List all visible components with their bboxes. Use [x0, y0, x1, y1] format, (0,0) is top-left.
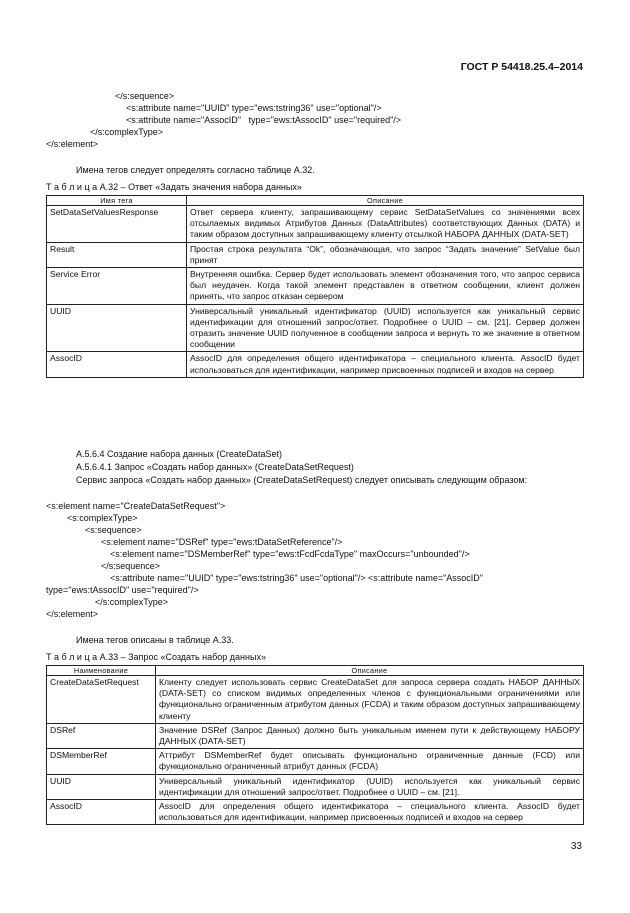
description-cell: Значение DSRef (Запрос Данных) должно быть уникальным именем пути к действующему НАБОРУ ДАННЫХ (DATA-SET) — [156, 723, 584, 748]
description-cell: Ответ сервера клиенту, запрашивающему сервис SetDataSetValues со значениями всех отсылаемых видимых Атрибутов Данных (DataAttributes) соответствующих Данных (DATA) и таким образом доступных запрашивающему клиенту отсылкой НАБОРА ДАННЫХ (DATA-SET) — [187, 206, 584, 243]
paragraph: Имена тегов описаны в таблице А.33. — [76, 635, 234, 645]
table-a33 — [46, 665, 584, 825]
column-header: Описание — [187, 196, 584, 206]
code-line: <s:attribute name="UUID" type="ews:tstring36" use="optional"/> — [126, 103, 382, 113]
tag-name-cell: AssocID — [47, 800, 156, 825]
code-line: </s:element> — [46, 139, 99, 149]
description-cell: Простая строка результата “Ok”, обозначающая, что запрос “Задать значение” SetValue был принят — [187, 242, 584, 267]
code-line: </s:element> — [46, 609, 99, 619]
subsection-heading: А.5.6.4.1 Запрос «Создать набор данных» (CreateDataSetRequest) — [76, 462, 354, 472]
table-header-row — [47, 196, 584, 206]
code-line: <s:attribute name="UUID" type="ews:tstring36" use="optional"/> <s:attribute name="AssocID" — [110, 573, 483, 583]
column-header: Описание — [156, 666, 584, 676]
tag-name-cell: SetDataSetValuesResponse — [47, 206, 187, 243]
code-line: <s:element name="CreateDataSetRequest"> — [46, 501, 226, 511]
tag-name-cell: Service Error — [47, 268, 187, 305]
tag-name-cell: DSMemberRef — [47, 749, 156, 774]
table-row — [47, 352, 584, 377]
description-cell: AssocID для определения общего идентификатора – специального клиента. AssocID будет использоваться для идентификации, например присвоенных подписей и входов на сервер — [156, 800, 584, 825]
code-line: <s:attribute name="AssocID" type="ews:tAssocID" use="required"/> — [126, 115, 402, 125]
description-cell: Универсальный уникальный идентификатор (UUID) используется как уникальный сервис идентификации для отношений запрос/ответ. Подробнее о UUID – см. [21]. Сервер должен отразить значение UUID полученное в сообщении запроса и вернуть то же значение в ответном сообщении — [187, 304, 584, 352]
table-row — [47, 268, 584, 305]
table-row — [47, 800, 584, 825]
code-line: </s:sequence> — [101, 561, 161, 571]
description-cell: AssocID для определения общего идентификатора – специального клиента. AssocID будет использоваться для идентификации, например присвоенных подписей и входов на сервер — [187, 352, 584, 377]
table-caption: Т а б л и ц а А.33 – Запрос «Создать набор данных» — [46, 652, 266, 662]
paragraph: Имена тегов следует определять согласно таблице А.32. — [76, 165, 315, 175]
table-row — [47, 304, 584, 352]
description-cell: Внутренняя ошибка. Сервер будет использовать элемент обозначения того, что запрос сервиса был неудачен. Когда такой элемент представлен в ответном сообщении, клиент должен принять, что запрос отказан сервером — [187, 268, 584, 305]
column-header: Имя тега — [47, 196, 187, 206]
section-heading: А.5.6.4 Создание набора данных (CreateDataSet) — [76, 449, 282, 459]
table-row — [47, 676, 584, 724]
table-caption: Т а б л и ц а А.32 – Ответ «Задать значения набора данных» — [46, 182, 302, 192]
code-line: type="ews:tAssocID" use="required"/> — [46, 585, 199, 595]
code-line: <s:element name="DSRef" type="ews:tDataSetReference"/> — [101, 537, 343, 547]
tag-name-cell: UUID — [47, 774, 156, 799]
table-header-row — [47, 666, 584, 676]
code-line: <s:complexType> — [67, 513, 138, 523]
column-header: Наименование — [47, 666, 156, 676]
description-cell: Универсальный уникальный идентификатор (UUID) используется как уникальный сервис идентификации для отношений запрос/ответ. Подробнее о UUID – см. [21]. — [156, 774, 584, 799]
code-line: <s:sequence> — [85, 525, 142, 535]
tag-name-cell: CreateDataSetRequest — [47, 676, 156, 724]
page-number: 33 — [570, 841, 582, 852]
tag-name-cell: Result — [47, 242, 187, 267]
code-line: </s:sequence> — [115, 91, 175, 101]
document-header: ГОСТ Р 54418.25.4–2014 — [460, 61, 583, 73]
description-cell: Клиенту следует использовать сервис CreateDataSet для запроса сервера создать НАБОР ДАННЫХ (DATA-SET) со списком видимых определенных членов с функциональными ограничениями или функционально ограниченным атрибутом данных (FCDA) и таким образом доступных запрашивающему клиенту — [156, 676, 584, 724]
tag-name-cell: AssocID — [47, 352, 187, 377]
table-a32 — [46, 195, 584, 378]
code-line: <s:element name="DSMemberRef" type="ews:tFcdFcdaType" maxOccurs="unbounded"/> — [110, 549, 470, 559]
code-line: </s:complexType> — [95, 597, 169, 607]
code-line: </s:complexType> — [90, 127, 164, 137]
table-row — [47, 206, 584, 243]
table-row — [47, 774, 584, 799]
description-cell: Аттрибут DSMemberRef будет описывать функционально ограниченные данные (FCD) или функционально ограниченный атрибут данных (FCDA) — [156, 749, 584, 774]
tag-name-cell: DSRef — [47, 723, 156, 748]
table-row — [47, 723, 584, 748]
tag-name-cell: UUID — [47, 304, 187, 352]
table-row — [47, 242, 584, 267]
paragraph: Сервис запроса «Создать набор данных» (CreateDataSetRequest) следует описывать следующим образом: — [76, 475, 528, 485]
table-row — [47, 749, 584, 774]
